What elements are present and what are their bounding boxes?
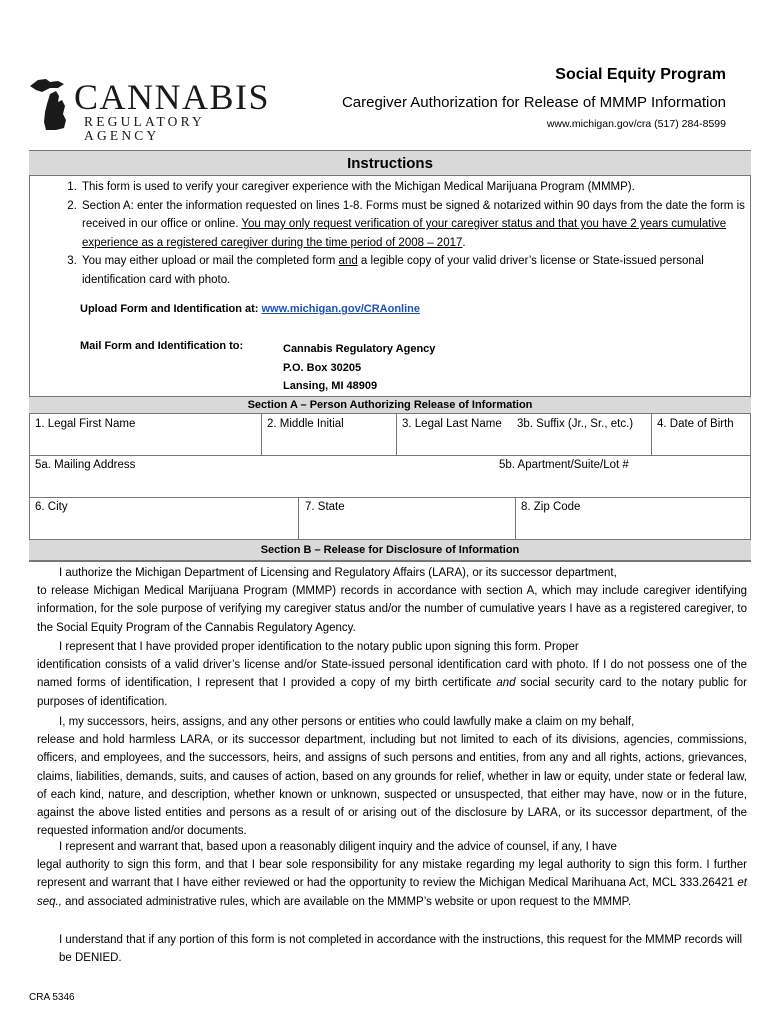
paragraph-emphasis: et seq., (37, 877, 747, 908)
apartment-field[interactable]: 5b. Apartment/Suite/Lot # (499, 459, 629, 471)
upload-link[interactable]: www.michigan.gov/CRAonline (261, 303, 420, 315)
divider (651, 414, 652, 455)
release-paragraph-1 (37, 564, 747, 637)
instructions-list (56, 178, 760, 289)
zip-code-field[interactable]: 8. Zip Code (521, 501, 581, 513)
instruction-text: This form is used to verify your caregiver experience with the Michigan Medical Marijuana Program (MMMP). (82, 181, 635, 193)
divider (29, 455, 751, 456)
agency-logo (28, 76, 278, 143)
instruction-text: . (462, 236, 466, 249)
divider (515, 497, 516, 539)
suffix-field[interactable]: 3b. Suffix (Jr., Sr., etc.) (517, 418, 634, 430)
mail-label: Mail Form and Identification to: (80, 340, 244, 352)
paragraph-text: legal authority to sign this form, and that I bear sole responsibility for any mistake regarding my legal authority to sign this form. I further represent and warrant that I have either reviewed or had the opportunity to review the Michigan Medical Marihuana Act, MCL 333.26421 (37, 859, 747, 890)
paragraph-text: social security card to the notary public for purposes of identification. (37, 677, 747, 708)
mail-name: Cannabis Regulatory Agency (283, 343, 436, 355)
paragraph-text: release and hold harmless LARA, or its successor department, including but not limited to each of its divisions, agencies, commissions, officers, and employees, and the successors, heirs, and assigns of such persons and entities, from any and all rights, actions, grievances, claims, liabilities, demands, suits, and causes of action, based on any grounds for relief, whether in law or equity, under state or federal law, of each kind, nature, and description, whether known or unknown, suspected or unsuspected, that either may have, now or in the future, against the above listed entities and persons as a result of or arising out of the disclosure by LARA, or its successor department, of the requested information and/or documents. (37, 734, 747, 838)
release-paragraph-2 (37, 638, 747, 711)
paragraph-text: and associated administrative rules, which are available on the MMMP’s website or upon request to the MMMP. (61, 895, 632, 908)
instruction-text: a legible copy of your valid driver’s license or State-issued personal identification card with photo. (82, 255, 704, 286)
release-paragraph-3 (37, 713, 747, 840)
release-paragraph-5 (37, 931, 747, 967)
instruction-text: Section A: enter the information requested on lines 1-8. Forms must be signed & notarized within 90 days from the date the form is received in our office or online. (82, 199, 745, 230)
last-name-field[interactable]: 3. Legal Last Name (402, 418, 502, 430)
section-b-heading: Section B – Release for Disclosure of Information (29, 539, 751, 561)
instruction-emphasis: You may only request verification of your caregiver status and that you have 2 years cumulative experience as a registered caregiver during the time period of 2008 – 2017 (82, 218, 727, 249)
middle-initial-field[interactable]: 2. Middle Initial (267, 418, 344, 430)
instruction-item (80, 252, 760, 289)
divider (396, 414, 397, 455)
divider (261, 414, 262, 455)
paragraph-text: I understand that if any portion of this form is not completed in accordance with the instructions, this request for the MMMP records will be DENIED. (59, 934, 743, 965)
date-of-birth-field[interactable]: 4. Date of Birth (657, 418, 734, 430)
upload-instructions (80, 303, 420, 315)
paragraph-text: I, my successors, heirs, assigns, and any other persons or entities who could lawfully make a claim on my behalf, (59, 716, 635, 728)
instruction-text: You may either upload or mail the completed form (82, 255, 339, 267)
paragraph-text: to release Michigan Medical Marijuana Program (MMMP) records in accordance with section A, which may include caregiver identifying information, for the sole purpose of verifying my caregiver status and/or the number of cumulative years I have as a registered caregiver, to the Social Equity Program of the Cannabis Regulatory Agency. (37, 585, 747, 634)
mail-city: Lansing, MI 48909 (283, 380, 378, 392)
form-title: Caregiver Authorization for Release of MMMP Information (341, 94, 726, 111)
instruction-item (80, 178, 760, 197)
form-number: CRA 5346 (29, 992, 75, 1003)
paragraph-text: I authorize the Michigan Department of Licensing and Regulatory Affairs (LARA), or its successor department, (59, 567, 617, 579)
program-title: Social Equity Program (555, 66, 726, 83)
logo-subtitle: REGULATORY AGENCY (84, 114, 205, 143)
mailing-address-field[interactable]: 5a. Mailing Address (35, 459, 136, 471)
paragraph-text: identification consists of a valid driver’s license and/or State-issued personal identification card with photo. If I do not possess one of the named forms of identification, I represent that I provided a copy of my birth certificate (37, 659, 747, 690)
mail-address (283, 340, 435, 396)
paragraph-text: I represent and warrant that, based upon a reasonably diligent inquiry and the advice of counsel, if any, I have (59, 841, 617, 853)
mail-box: P.O. Box 30205 (283, 361, 362, 374)
instruction-item (80, 197, 760, 253)
logo-wordmark: CANNABIS (74, 77, 271, 117)
michigan-map-icon (28, 76, 78, 134)
release-paragraph-4 (37, 838, 747, 911)
first-name-field[interactable]: 1. Legal First Name (35, 418, 136, 430)
instruction-emphasis: and (338, 255, 358, 267)
state-field[interactable]: 7. State (305, 501, 345, 513)
paragraph-emphasis: and (496, 677, 516, 690)
upload-label: Upload Form and Identification at: (80, 303, 262, 315)
paragraph-text: I represent that I have provided proper identification to the notary public upon signing this form. Proper (59, 641, 579, 653)
divider (29, 497, 751, 498)
section-a-heading: Section A – Person Authorizing Release of Information (29, 396, 751, 414)
instructions-heading: Instructions (29, 150, 751, 176)
contact-info: www.michigan.gov/cra (517) 284-8599 (546, 118, 726, 130)
city-field[interactable]: 6. City (35, 501, 68, 513)
divider (298, 497, 299, 539)
